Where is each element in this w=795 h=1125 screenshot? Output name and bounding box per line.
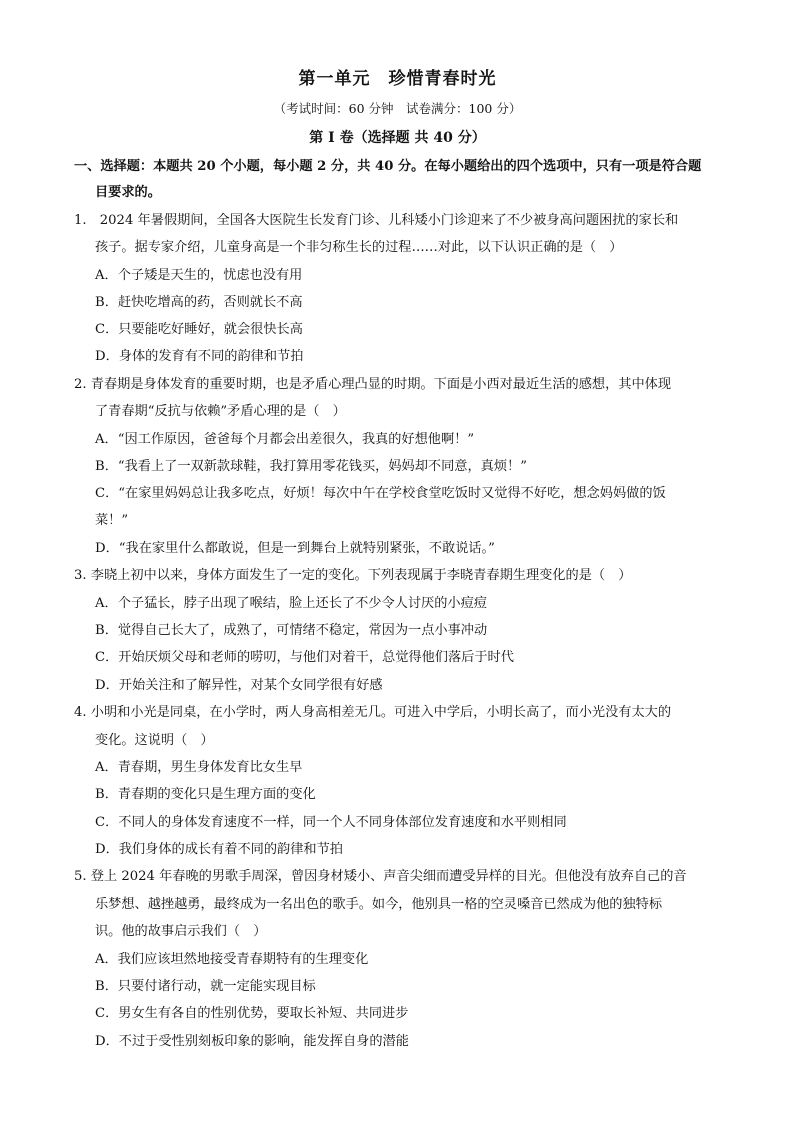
question-2-option-c-cont: 菜！”	[95, 513, 129, 528]
question-4-option-a: A．青春期，男生身体发育比女生早	[95, 760, 303, 775]
question-5-stem: 乐梦想、越挫越勇，最终成为一名出色的歌手。如今，他别具一格的空灵嗓音已然成为他的独特标	[95, 897, 663, 912]
page-title: 第一单元 珍惜青春时光	[298, 69, 497, 89]
question-4-option-d: D．我们身体的成长有着不同的韵律和节拍	[95, 842, 343, 857]
question-3-option-c: C．开始厌烦父母和老师的唠叨，与他们对着干，总觉得他们落后于时代	[95, 650, 514, 665]
question-1-option-d: D．身体的发育有不同的韵律和节拍	[95, 349, 304, 364]
question-2-stem: 了青春期“反抗与依赖”矛盾心理的是（ ）	[95, 404, 346, 419]
section-title: 第 I 卷（选择题 共 40 分）	[309, 130, 486, 146]
question-4-option-b: B．青春期的变化只是生理方面的变化	[95, 787, 316, 802]
question-3-option-b: B．觉得自己长大了，成熟了，可情绪不稳定，常因为一点小事冲动	[95, 623, 488, 638]
question-5-option-c: C．男女生有各自的性别优势，要取长补短、共同进步	[95, 1006, 409, 1021]
question-2-option-a: A．“因工作原因，爸爸每个月都会出差很久，我真的好想他啊！”	[95, 432, 475, 447]
instructions-line: 一、选择题：本题共 20 个小题，每小题 2 分，共 40 分。在每小题给出的四个选项中，只有一项是符合题	[74, 159, 702, 174]
question-1-option-c: C．只要能吃好睡好，就会很快长高	[95, 322, 303, 337]
question-1-option-a: A．个子矮是天生的，忧虑也没有用	[95, 268, 303, 283]
question-4-stem: 变化。这说明（ ）	[95, 733, 214, 748]
question-1-stem: 孩子。据专家介绍，儿童身高是一个非匀称生长的过程……对此，以下认识正确的是（ ）	[95, 240, 623, 255]
question-3-stem: 3. 李晓上初中以来，身体方面发生了一定的变化。下列表现属于李晓青春期生理变化的是（ ）	[74, 568, 632, 583]
question-2-stem: 2. 青春期是身体发育的重要时期，也是矛盾心理凸显的时期。下面是小西对最近生活的感想，其中体现	[74, 377, 672, 392]
question-4-option-c: C．不同人的身体发育速度不一样，同一个人不同身体部位发育速度和水平则相同	[95, 815, 567, 830]
question-2-option-d: D．“我在家里什么都敢说，但是一到舞台上就特别紧张，不敢说话。”	[95, 541, 495, 556]
exam-info: （考试时间：60 分钟 试卷满分：100 分）	[273, 101, 522, 116]
question-5-stem: 识。他的故事启示我们（ ）	[95, 924, 267, 939]
instructions-line: 目要求的。	[95, 185, 161, 200]
question-5-option-a: A．我们应该坦然地接受青春期特有的生理变化	[95, 952, 369, 967]
question-2-option-c: C．“在家里妈妈总让我多吃点，好烦！每次中午在学校食堂吃饭时又觉得不好吃，想念妈妈做的饭	[95, 486, 666, 501]
question-3-option-d: D．开始关注和了解异性，对某个女同学很有好感	[95, 678, 383, 693]
question-3-option-a: A．个子猛长，脖子出现了喉结，脸上还长了不少令人讨厌的小痘痘	[95, 596, 487, 611]
question-2-option-b: B．“我看上了一双新款球鞋，我打算用零花钱买，妈妈却不同意，真烦！”	[95, 459, 527, 474]
question-1-stem: 1. 2024 年暑假期间，全国各大医院生长发育门诊、儿科矮小门诊迎来了不少被身高问题困扰的家长和	[74, 213, 679, 228]
question-5-stem: 5. 登上 2024 年春晚的男歌手周深，曾因身材矮小、声音尖细而遭受异样的目光。但他没有放弃自己的音	[74, 869, 687, 884]
question-5-option-d: D．不过于受性别刻板印象的影响，能发挥自身的潜能	[95, 1034, 409, 1049]
question-1-option-b: B．赶快吃增高的药，否则就长不高	[95, 295, 303, 310]
question-4-stem: 4. 小明和小光是同桌，在小学时，两人身高相差无几。可进入中学后，小明长高了，而小光没有太大的	[74, 705, 672, 720]
question-5-option-b: B．只要付诸行动，就一定能实现目标	[95, 979, 316, 994]
